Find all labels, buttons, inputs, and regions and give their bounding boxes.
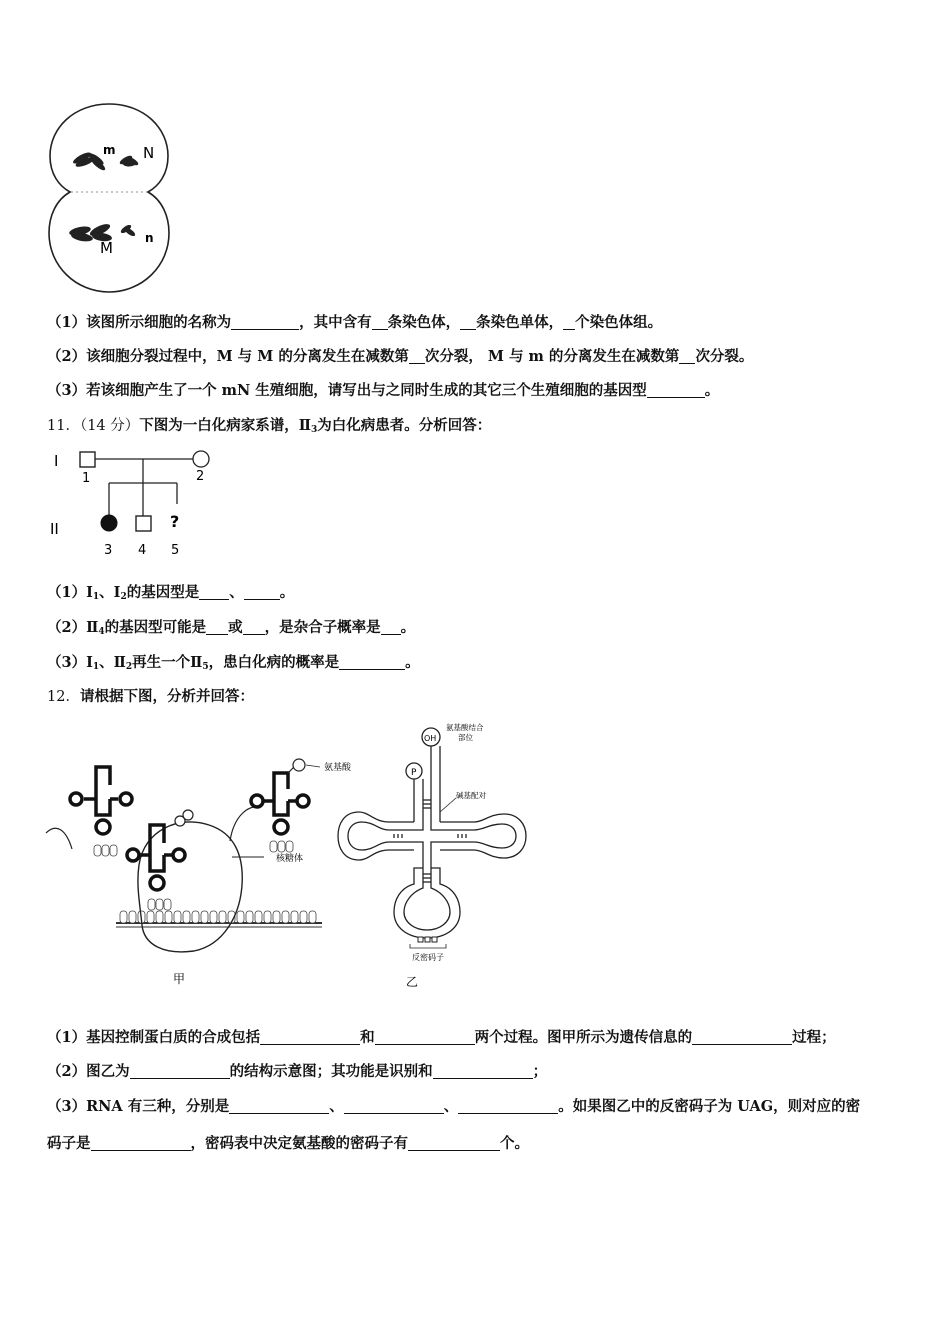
- q10-p1-blank-3[interactable]: [460, 315, 476, 330]
- q11-p2-c: 或: [228, 619, 243, 636]
- label-amino-acid: 氨基酸: [324, 763, 352, 773]
- q12-p1-c: 两个过程。图甲所示为遗传信息的: [474, 1029, 693, 1046]
- trna-right-anticodon: [270, 841, 293, 852]
- q10-p1-text-e: 个染色体组。: [575, 314, 663, 331]
- q11-p1-d: 、: [229, 584, 244, 601]
- label-amino-site: 氨基酸结合: [446, 723, 484, 732]
- ribosome: [138, 822, 242, 952]
- q10-p3-text-a: （3）若该细胞产生了一个 mN 生殖细胞，请写出与之同时生成的其它三个生殖细胞的基因型: [47, 382, 647, 399]
- member-3-affected-female: [101, 515, 117, 531]
- label-member-3: 3: [104, 543, 113, 558]
- q11-part3: [47, 651, 420, 672]
- label-member-4: 4: [138, 543, 147, 558]
- q11-stem-end: 为白化病患者。分析回答：: [317, 417, 492, 434]
- q11-p2-blank-2[interactable]: [243, 620, 265, 635]
- q11-part2: [47, 616, 415, 637]
- q11-p3-blank-1[interactable]: [339, 655, 405, 670]
- q11-stem-text: 下图为一白化病家系谱，Ⅱ: [139, 417, 311, 434]
- label-n-bottom: n: [145, 231, 154, 245]
- q10-p2-blank-1[interactable]: [409, 349, 425, 364]
- q11-p2-blank-3[interactable]: [381, 620, 401, 635]
- caption-jia: 甲: [173, 972, 186, 986]
- q12-p4-blank-1[interactable]: [91, 1136, 191, 1151]
- q12-p1-blank-2[interactable]: [375, 1030, 475, 1045]
- trna-left: [70, 767, 132, 834]
- q10-p2-blank-2[interactable]: [679, 349, 695, 364]
- q10-p1-blank-2[interactable]: [372, 315, 388, 330]
- q11-points: （14 分）: [79, 418, 140, 434]
- q11-stem-sub: 3: [311, 425, 318, 435]
- q12-p2-a: （2）图乙为: [47, 1063, 130, 1080]
- trna-middle: [127, 825, 185, 890]
- q12-p2-blank-2[interactable]: [433, 1064, 533, 1079]
- mrna-codons: [120, 911, 316, 923]
- label-m-top: m: [103, 143, 116, 157]
- q12-p4-b: ，密码表中决定氨基酸的密码子有: [190, 1135, 408, 1152]
- q12-stem-text: 请根据下图，分析并回答：: [79, 688, 254, 705]
- q11-p3-e: 。: [405, 654, 420, 671]
- member-1-male: [80, 452, 95, 467]
- q12-p4-a: 码子是: [47, 1135, 91, 1152]
- gen-label-I: I: [54, 452, 59, 470]
- chromosome-m-top: [72, 150, 107, 172]
- q12-p3-blank-2[interactable]: [344, 1099, 444, 1114]
- trna-right: [251, 773, 309, 834]
- q12-part4: [47, 1132, 529, 1153]
- q12-p3-b: 、: [329, 1098, 344, 1115]
- amino-acid-free: [293, 759, 305, 771]
- q11-p1-blank-1[interactable]: [199, 585, 229, 600]
- label-amino-site-2: 部位: [458, 733, 473, 742]
- q12-p2-b: 的结构示意图；其功能是识别和: [229, 1063, 433, 1080]
- label-ribosome: 核糖体: [276, 854, 304, 864]
- figure-jia-translation: [44, 755, 352, 995]
- q11-p2-a: （2）Ⅱ: [47, 619, 99, 636]
- label-p: P: [411, 768, 417, 778]
- q10-p1-blank-1[interactable]: [231, 315, 299, 330]
- q10-p1-text-a: （1）该图所示细胞的名称为: [47, 314, 232, 331]
- caption-yi: 乙: [406, 975, 419, 989]
- q11-p3-d: ，患白化病的概率是: [208, 654, 340, 671]
- q11-p1-sub2: 2: [120, 592, 127, 602]
- q11-p2-blank-1[interactable]: [206, 620, 228, 635]
- q10-p3-blank-1[interactable]: [647, 383, 705, 398]
- q10-p1-blank-4[interactable]: [563, 315, 575, 330]
- label-M: M: [100, 239, 113, 257]
- q11-p3-sub1: 1: [92, 662, 100, 672]
- q11-number: 11．: [47, 418, 80, 434]
- amino-acid-chain-2: [183, 810, 193, 820]
- q11-p2-b: 的基因型可能是: [104, 619, 207, 636]
- q11-p1-blank-2[interactable]: [244, 585, 280, 600]
- q10-p1-text-b: ，其中含有: [299, 314, 372, 331]
- gen-label-II: II: [50, 520, 59, 538]
- q12-p3-c: 、: [443, 1098, 459, 1115]
- q10-part1: [47, 311, 662, 332]
- q10-p2-text-a: （2）该细胞分裂过程中，M 与 M 的分离发生在减数第: [47, 348, 409, 365]
- label-base-pairing: 碱基配对: [456, 791, 486, 800]
- pedigree-figure: [44, 446, 224, 562]
- q11-p2-d: ，是杂合子概率是: [264, 619, 381, 636]
- trna-left-anticodon: [94, 845, 117, 856]
- member-2-female: [193, 451, 209, 467]
- figure-yi-trna: [334, 718, 534, 993]
- q12-p1-blank-3[interactable]: [692, 1030, 792, 1045]
- q10-part3: [47, 379, 719, 400]
- q12-part1: [47, 1026, 836, 1047]
- q10-part2: [47, 345, 753, 366]
- q12-p3-d: 。如果图乙中的反密码子为 UAG，则对应的密: [558, 1098, 861, 1115]
- q10-p1-text-d: 条染色单体，: [476, 314, 564, 331]
- q12-p2-blank-1[interactable]: [130, 1064, 230, 1079]
- q11-p1-sub1: 1: [92, 592, 100, 602]
- cell-division-figure: [44, 98, 174, 298]
- q12-p2-c: ；: [532, 1063, 548, 1080]
- q12-p3-a: （3）RNA 有三种，分别是: [47, 1098, 230, 1115]
- q12-p3-blank-3[interactable]: [458, 1099, 558, 1114]
- q12-p1-b: 和: [360, 1029, 375, 1046]
- trna-middle-anticodon: [148, 899, 171, 910]
- q12-p4-c: 个。: [500, 1135, 529, 1152]
- q11-p1-b: 、Ⅰ: [99, 584, 121, 601]
- q11-p1-c: 的基因型是: [126, 584, 200, 601]
- q12-part2: [47, 1060, 547, 1081]
- q10-p2-text-c: 次分裂。: [695, 348, 754, 365]
- q12-stem: [47, 685, 254, 706]
- q12-p3-blank-1[interactable]: [229, 1099, 329, 1114]
- chromosome-n-top: [119, 154, 140, 167]
- q11-p3-sub3: 5: [202, 662, 209, 672]
- q10-p1-text-c: 条染色体，: [387, 314, 461, 331]
- q11-part1: [47, 581, 294, 602]
- q11-p3-a: （3）Ⅰ: [47, 654, 93, 671]
- label-member-5: 5: [171, 543, 180, 558]
- q11-p3-c: 再生一个Ⅱ: [132, 654, 203, 671]
- anticodon-bases: [418, 937, 437, 942]
- label-oh: OH: [424, 734, 437, 743]
- label-anticodon: 反密码子: [412, 953, 444, 962]
- label-member-1: 1: [82, 471, 91, 486]
- q11-p1-a: （1）Ⅰ: [47, 584, 93, 601]
- q11-p1-e: 。: [279, 584, 295, 601]
- member-4-male: [136, 516, 151, 531]
- q12-p4-blank-2[interactable]: [408, 1136, 500, 1151]
- member-5-unknown: ?: [170, 512, 180, 531]
- q12-p1-d: 过程；: [792, 1029, 836, 1046]
- label-N: N: [143, 144, 155, 162]
- q11-p3-sub2: 2: [125, 662, 133, 672]
- q11-p3-b: 、Ⅱ: [99, 654, 126, 671]
- q12-p1-blank-1[interactable]: [260, 1030, 360, 1045]
- q12-number: 12．: [47, 689, 80, 705]
- q12-part3: [47, 1095, 860, 1116]
- q10-p2-text-b: 次分裂， M 与 m 的分离发生在减数第: [424, 348, 680, 365]
- q11-p2-sub1: 4: [98, 627, 105, 637]
- q11-p2-e: 。: [400, 619, 416, 636]
- q11-stem: [47, 414, 491, 435]
- q12-p1-a: （1）基因控制蛋白质的合成包括: [47, 1029, 261, 1046]
- label-member-2: 2: [196, 469, 205, 484]
- chromosome-n-bottom: [120, 223, 137, 237]
- q10-p3-text-b: 。: [704, 382, 720, 399]
